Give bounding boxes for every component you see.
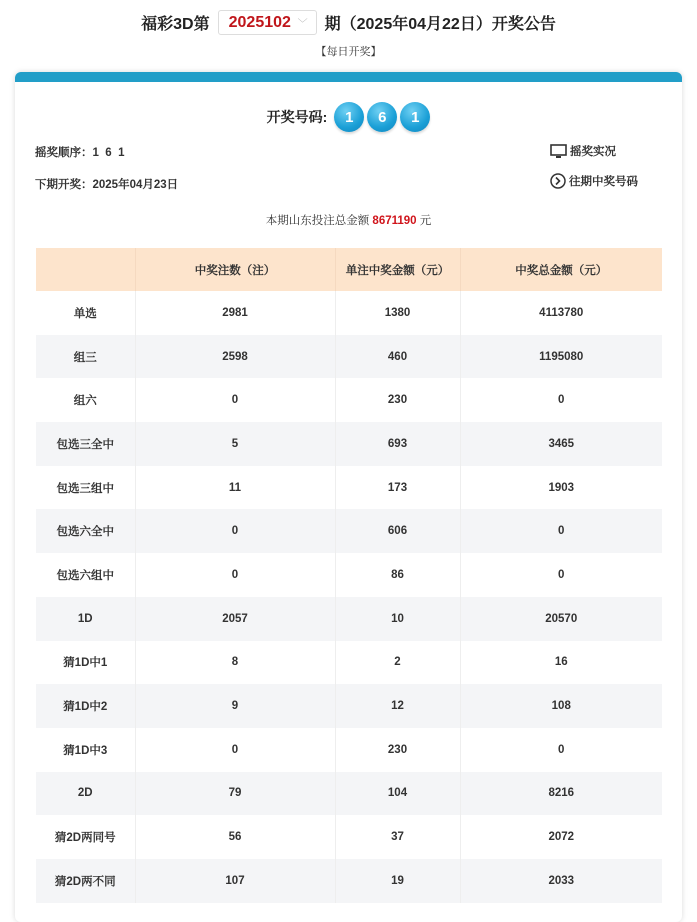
total-prize: 1903 (548, 481, 575, 494)
history-label: 往期中奖号码 (569, 176, 638, 188)
table-row (36, 509, 662, 553)
draw-order (35, 144, 124, 160)
unit-prize: 104 (335, 772, 460, 816)
prize-name: 猜1D中3 (36, 728, 135, 772)
column-header: 中奖注数（注） (135, 248, 335, 291)
total-prize: 2072 (548, 831, 575, 844)
unit-prize: 19 (335, 859, 460, 903)
winner-count: 79 (135, 772, 335, 816)
draw-order-label: 摇奖顺序： (35, 147, 93, 159)
total-prize: 0 (460, 509, 662, 553)
total-prize: 8216 (460, 772, 662, 816)
prize-table (36, 248, 662, 903)
unit-prize: 10 (335, 597, 460, 641)
unit-prize: 12 (335, 684, 460, 728)
column-header: 中奖总金额（元） (460, 248, 662, 291)
next-draw-date: 2025年04月23日 (92, 179, 179, 191)
prize-name: 猜2D两不同 (36, 859, 135, 903)
prize-name: 2D (36, 772, 135, 816)
winner-count: 8 (135, 641, 335, 685)
total-prize: 2033 (460, 859, 662, 903)
prize-name: 包选三组中 (36, 466, 135, 510)
prize-name: 组六 (36, 378, 135, 422)
total-amount: 8671190 (372, 215, 417, 227)
winner-count: 5 (135, 422, 335, 466)
total-prize: 4113780 (539, 306, 584, 319)
total-prize: 0 (558, 394, 565, 407)
table-row (36, 597, 662, 641)
unit-prize: 460 (335, 335, 460, 379)
prize-name: 组三 (36, 335, 135, 379)
number-ball: 6 (367, 102, 397, 132)
prize-name: 包选三全中 (36, 422, 135, 466)
unit-prize: 173 (335, 466, 460, 510)
total-prize: 3465 (460, 422, 662, 466)
table-row (36, 335, 662, 379)
unit-prize: 693 (335, 422, 460, 466)
unit-prize: 1380 (335, 291, 460, 335)
page-title (0, 10, 697, 35)
unit-prize: 230 (335, 378, 460, 422)
title-suffix: 期（2025年04月22日）开奖公告 (324, 16, 556, 33)
chevron-down-icon: ﹀ (297, 19, 308, 30)
card-accent-bar (15, 72, 682, 82)
winner-count: 107 (135, 859, 335, 903)
unit-prize: 2 (335, 641, 460, 685)
number-ball: 1 (334, 102, 364, 132)
total-prize: 108 (460, 684, 662, 728)
prize-name: 1D (36, 597, 135, 641)
total-unit: 元 (419, 215, 432, 227)
total-prize: 0 (558, 568, 565, 581)
prize-name: 包选六全中 (36, 509, 135, 553)
unit-prize: 230 (335, 728, 460, 772)
prize-name: 包选六组中 (36, 553, 135, 597)
total-prize: 16 (554, 656, 568, 669)
table-row (36, 466, 662, 510)
unit-prize: 37 (335, 815, 460, 859)
number-ball: 1 (400, 102, 430, 132)
winner-count: 0 (135, 509, 335, 553)
prize-name: 单选 (36, 291, 135, 335)
total-sales (15, 212, 682, 228)
next-draw-label: 下期开奖： (35, 179, 93, 191)
winning-numbers (15, 102, 682, 132)
total-prize: 20570 (460, 597, 662, 641)
unit-prize: 606 (335, 509, 460, 553)
table-row (36, 378, 662, 422)
table-row (36, 684, 662, 728)
issue-select[interactable] (218, 10, 317, 35)
table-row (36, 553, 662, 597)
winning-numbers-label: 开奖号码: (266, 109, 328, 125)
draw-order-value: 1 6 1 (92, 147, 125, 159)
winner-count: 0 (135, 378, 335, 422)
prize-name: 猜2D两同号 (36, 815, 135, 859)
table-row (36, 728, 662, 772)
table-row (36, 422, 662, 466)
monitor-icon (550, 144, 567, 159)
table-row (36, 291, 662, 335)
total-label: 本期山东投注总金额 (265, 215, 370, 227)
winner-count: 2598 (135, 335, 335, 379)
prize-name: 猜1D中2 (36, 684, 135, 728)
winner-count: 2981 (135, 291, 335, 335)
table-row (36, 641, 662, 685)
next-draw (35, 176, 178, 192)
table-row (36, 815, 662, 859)
column-header: 单注中奖金额（元） (335, 248, 460, 291)
winner-count: 0 (135, 728, 335, 772)
winner-count: 0 (135, 553, 335, 597)
subtitle: 【每日开奖】 (315, 46, 382, 58)
total-prize: 1195080 (460, 335, 662, 379)
live-draw-link[interactable] (550, 143, 616, 159)
winner-count: 56 (135, 815, 335, 859)
column-header (36, 248, 135, 291)
table-row (36, 772, 662, 816)
history-link[interactable] (550, 173, 638, 189)
title-prefix: 福彩3D第 (141, 16, 210, 33)
winner-count: 9 (135, 684, 335, 728)
winner-count: 2057 (135, 597, 335, 641)
issue-value: 2025102 (228, 13, 291, 31)
total-prize: 0 (558, 743, 565, 756)
result-card (15, 72, 682, 922)
prize-name: 猜1D中1 (36, 641, 135, 685)
table-row (36, 859, 662, 903)
live-draw-label: 摇奖实况 (570, 146, 616, 158)
arrow-circle-right-icon (550, 173, 566, 189)
table-header-row (36, 248, 662, 291)
winner-count: 11 (135, 466, 335, 510)
unit-prize: 86 (335, 553, 460, 597)
